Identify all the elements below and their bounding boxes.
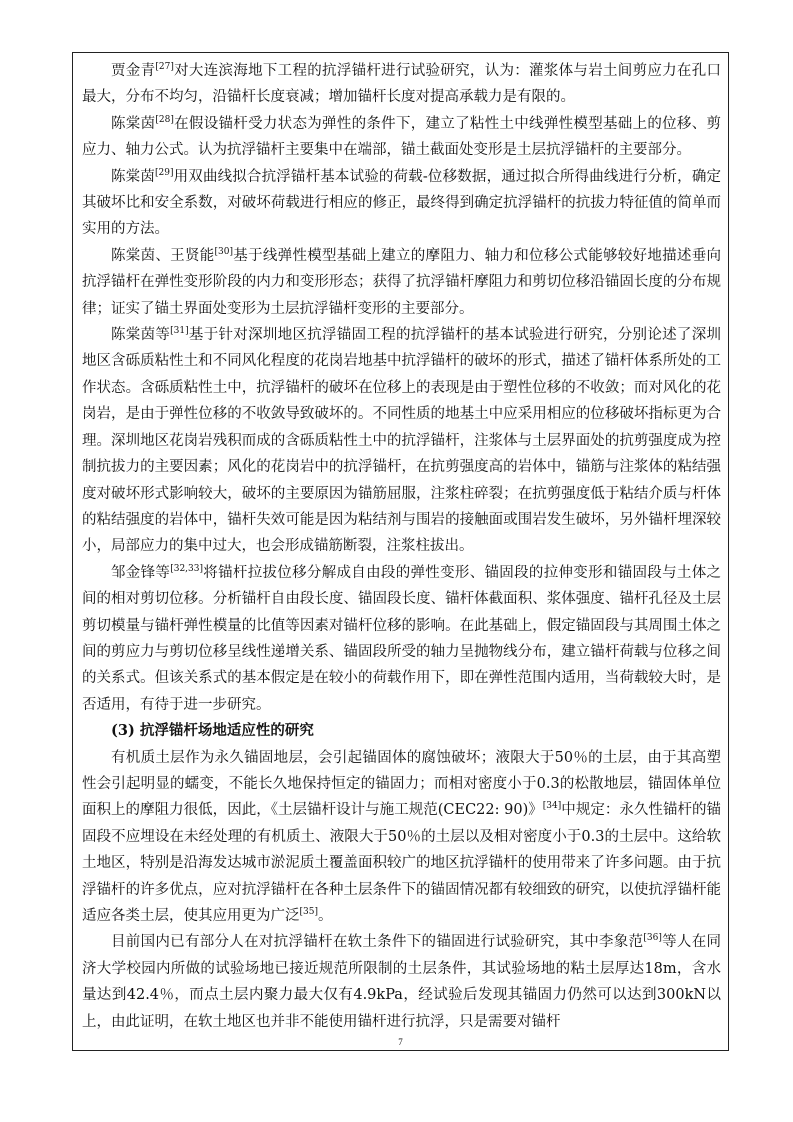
author: 陈棠茵 bbox=[111, 115, 156, 132]
paragraph-text: 。 bbox=[317, 908, 333, 924]
author: 邹金锋等 bbox=[111, 564, 171, 581]
paragraph-chen-31 bbox=[82, 322, 721, 560]
citation: [28] bbox=[155, 114, 174, 125]
author: 陈棠茵等 bbox=[111, 327, 171, 344]
paragraph-chen-28 bbox=[82, 111, 721, 164]
citation: [36] bbox=[643, 933, 662, 944]
citation: [30] bbox=[214, 246, 233, 257]
citation: [35] bbox=[299, 907, 318, 917]
author: 陈棠茵 bbox=[111, 168, 155, 185]
page-frame bbox=[72, 52, 729, 1051]
page-number: 7 bbox=[398, 1037, 403, 1047]
paragraph-chen-29 bbox=[82, 164, 721, 243]
paragraph-text: 基于针对深圳地区抗浮锚固工程的抗浮锚杆的基本试验进行研究，分别论述了深圳地区含砾质粘性土和不同风化程度的花岗岩地基中抗浮锚杆的破坏的形式，描述了锚杆体系所处的工作状态。含砾质粘性土中，抗浮锚杆的破坏在位移上的表现是由于塑性位移的不收敛；而对风化的花岗岩，是由于弹性位移的不收敛导致破坏的。不同性质的地基土中应采用相应的位移破坏指标更为合理。深圳地区花岗岩残积而成的含砾质粘性土中的抗浮锚杆，注浆体与土层界面处的抗剪强度成为控制抗拔力的主要因素；风化的花岗岩中的抗浮锚杆，在抗剪强度高的岩体中，锚筋与注浆体的粘结强度对破坏形式影响较大，破坏的主要原因为锚筋屈服，注浆柱碎裂；在抗剪强度低于粘结介质与杆体的粘结强度的岩体中，锚杆失效可能是因为粘结剂与围岩的接触面或围岩发生破坏，另外锚杆埋深较小，局部应力的集中过大，也会形成锚筋断裂，注浆柱拔出。 bbox=[82, 327, 722, 555]
paragraph-text: 等人在同济大学校园内所做的试验场地已接近规范所限制的土层条件，其试验场地的粘土层厚达18m，含水量达到42.4％，而点土层内聚力最大仅有4.9kPa，经试验后发现其锚固力仍然可以达到300kN以上，由此证明，在软土地区也并非不能使用锚杆进行抗浮，只是需要对锚杆 bbox=[82, 934, 722, 1030]
paragraph-text: 在假设锚杆受力状态为弹性的条件下，建立了粘性土中线弹性模型基础上的位移、剪应力、轴力公式。认为抗浮锚杆主要集中在端部，锚土截面处变形是土层抗浮锚杆的主要部分。 bbox=[82, 115, 722, 159]
paragraph-text: 用双曲线拟合抗浮锚杆基本试验的荷载-位移数据，通过拟合所得曲线进行分析，确定其破坏比和安全系数，对破坏荷载进行相应的修正，最终得到确定抗浮锚杆的抗拔力特征值的简单而实用的方法。 bbox=[82, 168, 721, 238]
body-text bbox=[82, 58, 721, 1035]
section-heading: (3) 抗浮锚杆场地适应性的研究 bbox=[111, 722, 314, 740]
citation: [34] bbox=[542, 801, 562, 812]
citation: [32,33] bbox=[170, 563, 203, 574]
author: 陈棠茵、王贤能 bbox=[111, 247, 215, 264]
paragraph-text: 对大连滨海地下工程的抗浮锚杆进行试验研究，认为：灌浆体与岩土间剪应力在孔口最大，分布不均匀，沿锚杆长度衰减；增加锚杆长度对提高承载力是有限的。 bbox=[82, 63, 722, 106]
paragraph-text: 将锚杆拉拔位移分解成自由段的弹性变形、锚固段的拉伸变形和锚固段与土体之间的相对剪切位移。分析锚杆自由段长度、锚固段长度、锚杆体截面积、浆体强度、锚杆孔径及土层剪切模量与锚杆弹性模量的比值等因素对锚杆位移的影响。在此基础上，假定锚固段与其周围土体之间的剪应力与剪切位移呈线性递增关系、锚固段所受的轴力呈抛物线分布，建立锚杆荷载与位移之间的关系式。但该关系式的基本假定是在较小的荷载作用下，即在弹性范围内适用，当荷载较大时，是否适用，有待于进一步研究。 bbox=[82, 564, 721, 713]
citation: [27] bbox=[155, 62, 174, 72]
author: 贾金青 bbox=[111, 63, 156, 79]
paragraph-chen-wang-30 bbox=[82, 243, 721, 322]
citation: [31] bbox=[170, 326, 189, 337]
paragraph-text: 基于线弹性模型基础上建立的摩阻力、轴力和位移公式能够较好地描述垂向抗浮锚杆在弹性变形阶段的内力和变形形态；获得了抗浮锚杆摩阻力和剪切位移沿锚固长度的分布规律；证实了锚土界面处变形为土层抗浮锚杆变形的主要部分。 bbox=[82, 247, 721, 317]
paragraph-soil-conditions bbox=[82, 745, 721, 930]
paragraph-soft-soil bbox=[82, 929, 721, 1035]
paragraph-text: 有机质土层作为永久锚固地层，会引起锚固体的腐蚀破坏；液限大于50％的土层，由于其高塑性会引起明显的蠕变，不能长久地保持恒定的锚固力；而相对密度小于0.3的松散地层，锚固体单位面积上的摩阻力很低，因此，《土层锚杆设计与施工规范(CEC22: 90)》 bbox=[82, 749, 721, 819]
citation: [29] bbox=[154, 167, 174, 178]
paragraph-zou-32-33 bbox=[82, 560, 721, 718]
paragraph-text: 目前国内已有部分人在对抗浮锚杆在软土条件下的锚固进行试验研究，其中李象范 bbox=[111, 934, 644, 951]
paragraph-jia bbox=[82, 58, 721, 111]
paragraph-text: 中规定：永久性锚杆的锚固段不应埋设在未经处理的有机质土、液限大于50％的土层以及相对密度小于0.3的土层中。这给软土地区，特别是沿海发达城市淤泥质土覆盖面积较广的地区抗浮锚杆的使用带来了许多问题。由于抗浮锚杆的许多优点，应对抗浮锚杆在各种土层条件下的锚固情况都有较细致的研究，以使抗浮锚杆能适应各类土层，使其应用更为广泛 bbox=[82, 802, 722, 924]
